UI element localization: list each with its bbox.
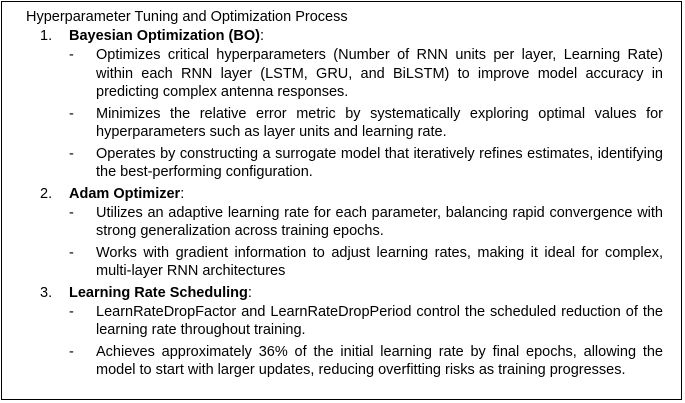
step-name: Adam Optimizer [69,185,181,202]
step-suffix: : [247,284,252,301]
step-number: 3. [40,284,53,301]
bullet-item [26,105,669,142]
process-box [1,1,682,400]
step-heading [40,284,669,302]
step-heading [40,27,669,45]
bullet-item [26,46,669,102]
bullet-list [26,204,669,281]
document-title: Hyperparameter Tuning and Optimization Process [26,9,348,25]
bullet-text: Operates by constructing a surrogate model that iteratively refines estimates, identifying the best-performing configuration. [96,145,663,180]
step-name: Bayesian Optimization (BO) [69,28,260,44]
step-heading [40,185,669,203]
bullet-dash: - [69,145,74,162]
bullet-item [26,145,669,182]
bullet-text: Achieves approximately 36% of the initial learning rate by final epochs, allowing the model to start with larger updates, reducing overfitting risks as training progresses. [96,343,663,378]
bullet-text: Works with gradient information to adjust learning rates, making it ideal for complex, multi-layer RNN architectures [96,244,663,279]
bullet-dash: - [69,47,74,63]
step-suffix: : [180,185,185,202]
step-adam-optimizer [26,185,669,281]
step-bayesian-optimization [26,27,669,182]
bullet-list [26,303,669,380]
bullet-dash: - [69,105,74,122]
step-suffix: : [259,28,264,44]
bullet-dash: - [69,204,74,221]
steps-list [26,27,669,380]
bullet-item [26,244,669,281]
bullet-text: Minimizes the relative error metric by systematically exploring optimal values for hyperparameters such as layer units and learning rate. [96,105,663,140]
bullet-text: Optimizes critical hyperparameters (Number of RNN units per layer, Learning Rate) within each RNN layer (LSTM, GRU, and BiLSTM) to improve model accuracy in predicting complex antenna responses. [96,47,663,100]
step-number: 2. [40,185,53,202]
bullet-list [26,46,669,182]
step-learning-rate-scheduling [26,284,669,380]
bullet-dash: - [69,303,74,320]
step-name: Learning Rate Scheduling [69,284,248,301]
bullet-item [26,303,669,340]
bullet-dash: - [69,244,74,261]
step-number: 1. [40,28,53,44]
bullet-dash: - [69,343,74,360]
bullet-text: Utilizes an adaptive learning rate for each parameter, balancing rapid convergence with strong generalization across training epochs. [96,204,663,239]
bullet-item [26,204,669,241]
bullet-text: LearnRateDropFactor and LearnRateDropPeriod control the scheduled reduction of the learning rate throughout training. [96,303,663,338]
bullet-item [26,343,669,380]
